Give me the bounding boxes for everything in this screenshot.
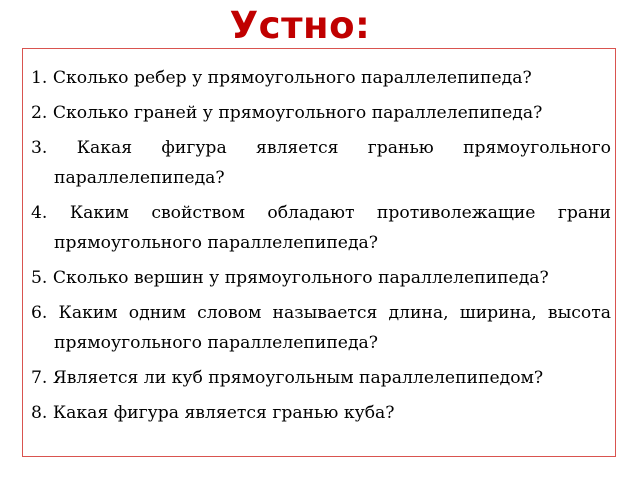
question-text: Каким одним словом называется длина, ширина, высота прямоугольного параллелепипеда? <box>54 303 611 353</box>
question-number: 2. <box>31 103 48 123</box>
question-item <box>31 98 611 128</box>
question-text: Каким свойством обладают противолежащие грани прямоугольного параллелепипеда? <box>54 203 612 253</box>
questions-list <box>31 63 611 433</box>
question-item <box>31 398 611 428</box>
question-number: 7. <box>31 368 48 388</box>
question-number: 1. <box>31 68 48 88</box>
question-item <box>31 298 611 358</box>
question-item <box>31 198 611 258</box>
question-item <box>31 263 611 293</box>
question-number: 6. <box>31 303 48 323</box>
question-number: 8. <box>31 403 48 423</box>
question-number: 3. <box>31 138 48 158</box>
question-number: 5. <box>31 268 48 288</box>
question-text: Какая фигура является гранью прямоугольного параллелепипеда? <box>54 138 611 188</box>
slide-title: Устно: <box>229 4 371 47</box>
question-text: Какая фигура является гранью куба? <box>52 403 395 423</box>
question-item <box>31 133 611 193</box>
question-text: Сколько вершин у прямоугольного параллелепипеда? <box>52 268 549 288</box>
questions-box <box>22 48 616 457</box>
question-text: Является ли куб прямоугольным параллелепипедом? <box>52 368 544 388</box>
question-item <box>31 63 611 93</box>
question-text: Сколько граней у прямоугольного параллелепипеда? <box>52 103 543 123</box>
question-item <box>31 363 611 393</box>
question-text: Сколько ребер у прямоугольного параллелепипеда? <box>52 68 532 88</box>
question-number: 4. <box>31 203 48 223</box>
